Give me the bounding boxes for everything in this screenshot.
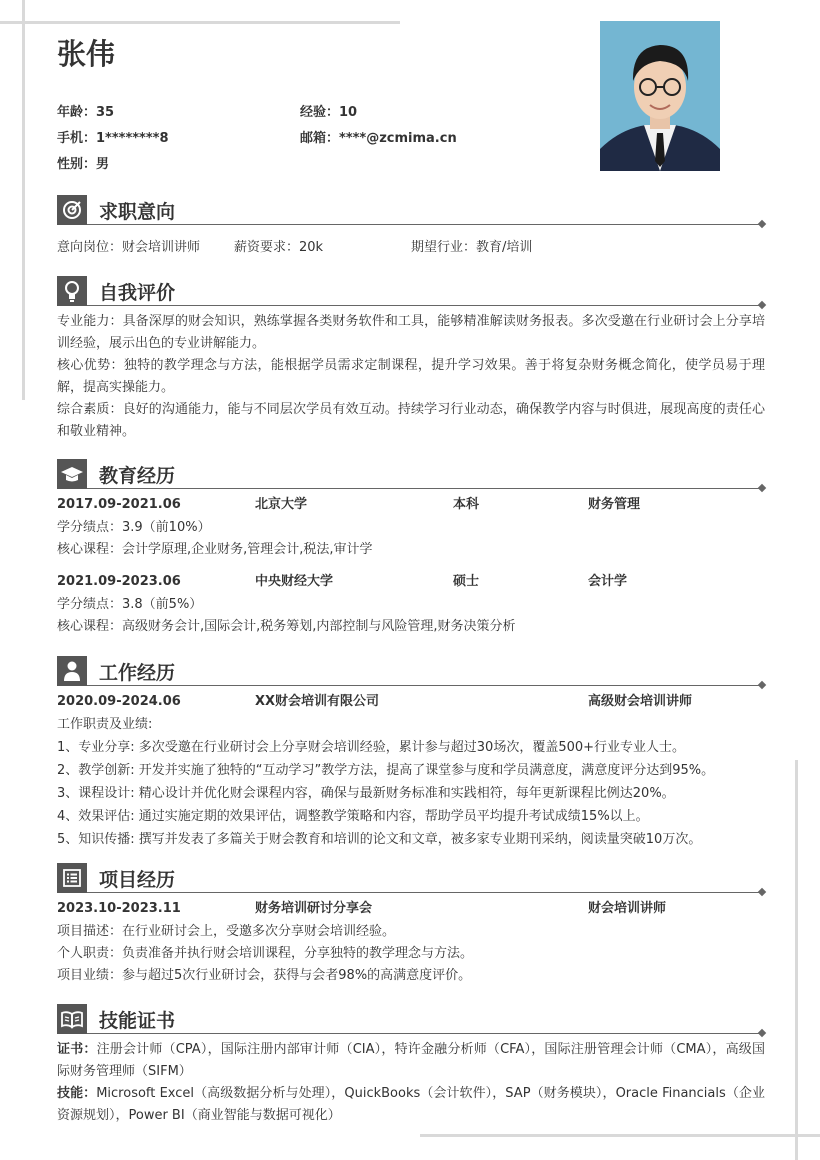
project-line: 个人职责：负责准备并执行财会培训课程，分享独特的教学理念与方法。: [57, 946, 474, 961]
edu-degree: 硕士: [453, 574, 480, 589]
section-divider-end: [758, 1029, 766, 1037]
edu-courses: 核心课程：会计学原理,企业财务,管理会计,税法,审计学: [57, 542, 373, 557]
work-item: 2、教学创新: 开发并实施了独特的“互动学习”教学方法，提高了课堂参与度和学员满意度，满意度评分达到95%。: [57, 763, 715, 778]
skills-label: 技能：: [57, 1086, 97, 1101]
section-divider-end: [758, 220, 766, 228]
age-value: 35: [96, 105, 115, 120]
intent-salary: 薪资要求：20k: [234, 240, 324, 255]
work-section: [57, 656, 765, 851]
decor-line-right: [795, 760, 798, 1160]
profile-photo: [600, 21, 720, 171]
edu-school: 北京大学: [255, 497, 308, 512]
certificates: [57, 1039, 765, 1083]
graduation-cap-icon: [57, 459, 87, 489]
section-divider: [87, 892, 761, 893]
project-line: 项目描述：在行业研讨会上，受邀多次分享财会培训经验。: [57, 924, 396, 939]
section-title: 自我评价: [99, 282, 176, 304]
edu-school: 中央财经大学: [255, 574, 334, 589]
experience-value: 10: [339, 105, 358, 120]
section-header: [57, 863, 765, 895]
phone-info: [57, 127, 169, 146]
section-title: 项目经历: [99, 869, 176, 891]
email-info: [300, 127, 457, 146]
section-title: 工作经历: [99, 662, 176, 684]
book-icon: [57, 1004, 87, 1034]
intent-industry: 期望行业：教育/培训: [411, 240, 533, 255]
skills-text: Microsoft Excel（高级数据分析与处理），QuickBooks（会计软件），SAP（财务模块），Oracle Financials（企业资源规划），Power BI（商业智能与数据可视化）: [57, 1086, 765, 1123]
person-icon: [57, 656, 87, 686]
edu-major: 会计学: [588, 574, 628, 589]
work-entry-header: [57, 690, 765, 714]
section-divider: [87, 488, 761, 489]
decor-line-bottom: [420, 1134, 820, 1137]
self-evaluation-section: [57, 276, 765, 443]
education-entry-header: [57, 570, 765, 594]
decor-line-left: [22, 0, 25, 400]
experience-label: 经验：: [300, 105, 340, 120]
work-intro: 工作职责及业绩:: [57, 717, 153, 732]
edu-gpa: 学分绩点：3.9（前10%）: [57, 520, 211, 535]
work-role: 高级财会培训讲师: [588, 694, 693, 709]
education-section: [57, 459, 765, 638]
education-entry-header: [57, 493, 765, 517]
age-info: [57, 101, 114, 120]
edu-period: 2017.09-2021.06: [57, 497, 181, 512]
project-name: 财务培训研讨分享会: [255, 901, 373, 916]
project-section: [57, 863, 765, 987]
edu-courses: 核心课程：高级财务会计,国际会计,税务筹划,内部控制与风险管理,财务决策分析: [57, 619, 516, 634]
work-item: 4、效果评估: 通过实施定期的效果评估，调整教学策略和内容，帮助学员平均提升考试成绩15%以上。: [57, 809, 649, 824]
experience-info: [300, 101, 357, 120]
section-divider-end: [758, 888, 766, 896]
section-divider: [87, 224, 761, 225]
section-header: [57, 1004, 765, 1036]
list-icon: [57, 863, 87, 893]
decor-line-top: [0, 21, 400, 24]
skills-section: [57, 1004, 765, 1127]
lightbulb-icon: [57, 276, 87, 306]
self-eval-paragraph: 综合素质：良好的沟通能力，能与不同层次学员有效互动。持续学习行业动态，确保教学内容与时俱进，展现高度的责任心和敬业精神。: [57, 402, 765, 439]
work-item: 1、专业分享: 多次受邀在行业研讨会上分享财会培训经验，累计参与超过30场次，覆盖500+行业专业人士。: [57, 740, 686, 755]
section-header: [57, 195, 765, 227]
intent-position: 意向岗位：财会培训讲师: [57, 240, 201, 255]
work-item: 5、知识传播: 撰写并发表了多篇关于财会教育和培训的论文和文章，被多家专业期刊采纳，阅读量突破10万次。: [57, 832, 702, 847]
section-title: 技能证书: [99, 1010, 176, 1032]
target-icon: [57, 195, 87, 225]
edu-gpa: 学分绩点：3.8（前5%）: [57, 597, 203, 612]
section-title: 求职意向: [99, 201, 176, 223]
section-divider-end: [758, 484, 766, 492]
self-eval-paragraph: 专业能力：具备深厚的财会知识，熟练掌握各类财务软件和工具，能够精准解读财务报表。多次受邀在行业研讨会上分享培训经验，展示出色的专业讲解能力。: [57, 314, 765, 351]
section-divider: [87, 685, 761, 686]
age-label: 年龄：: [57, 105, 97, 120]
work-company: XX财会培训有限公司: [255, 694, 380, 709]
work-period: 2020.09-2024.06: [57, 694, 181, 709]
project-line: 项目业绩：参与超过5次行业研讨会，获得与会者98%的高满意度评价。: [57, 968, 472, 983]
certificates-label: 证书：: [57, 1042, 97, 1057]
phone-value: 1********8: [96, 131, 169, 146]
gender-label: 性别：: [57, 157, 97, 172]
self-eval-paragraph: 核心优势：独特的教学理念与方法，能根据学员需求定制课程，提升学习效果。善于将复杂财务概念简化，使学员易于理解，提高实操能力。: [57, 358, 765, 395]
candidate-name: 张伟: [57, 37, 116, 71]
email-value: ****@zcmima.cn: [339, 131, 457, 146]
gender-value: 男: [96, 157, 110, 172]
section-divider: [87, 305, 761, 306]
email-label: 邮箱：: [300, 131, 340, 146]
project-entry-header: [57, 897, 765, 921]
gender-info: [57, 153, 109, 172]
section-title: 教育经历: [99, 465, 176, 487]
phone-label: 手机：: [57, 131, 97, 146]
section-divider-end: [758, 681, 766, 689]
section-divider: [87, 1033, 761, 1034]
edu-period: 2021.09-2023.06: [57, 574, 181, 589]
section-header: [57, 459, 765, 491]
edu-major: 财务管理: [588, 497, 641, 512]
certificates-text: 注册会计师（CPA），国际注册内部审计师（CIA），特许金融分析师（CFA），国际注册管理会计师（CMA），高级国际财务管理师（SIFM）: [57, 1042, 765, 1079]
section-header: [57, 276, 765, 308]
job-intent-section: [57, 195, 765, 261]
work-item: 3、课程设计: 精心设计并优化财会课程内容，确保与最新财务标准和实践相符，每年更新课程比例达20%。: [57, 786, 675, 801]
skills: [57, 1083, 765, 1127]
edu-degree: 本科: [453, 497, 480, 512]
project-period: 2023.10-2023.11: [57, 901, 181, 916]
section-divider-end: [758, 301, 766, 309]
section-header: [57, 656, 765, 688]
project-role: 财会培训讲师: [588, 901, 667, 916]
